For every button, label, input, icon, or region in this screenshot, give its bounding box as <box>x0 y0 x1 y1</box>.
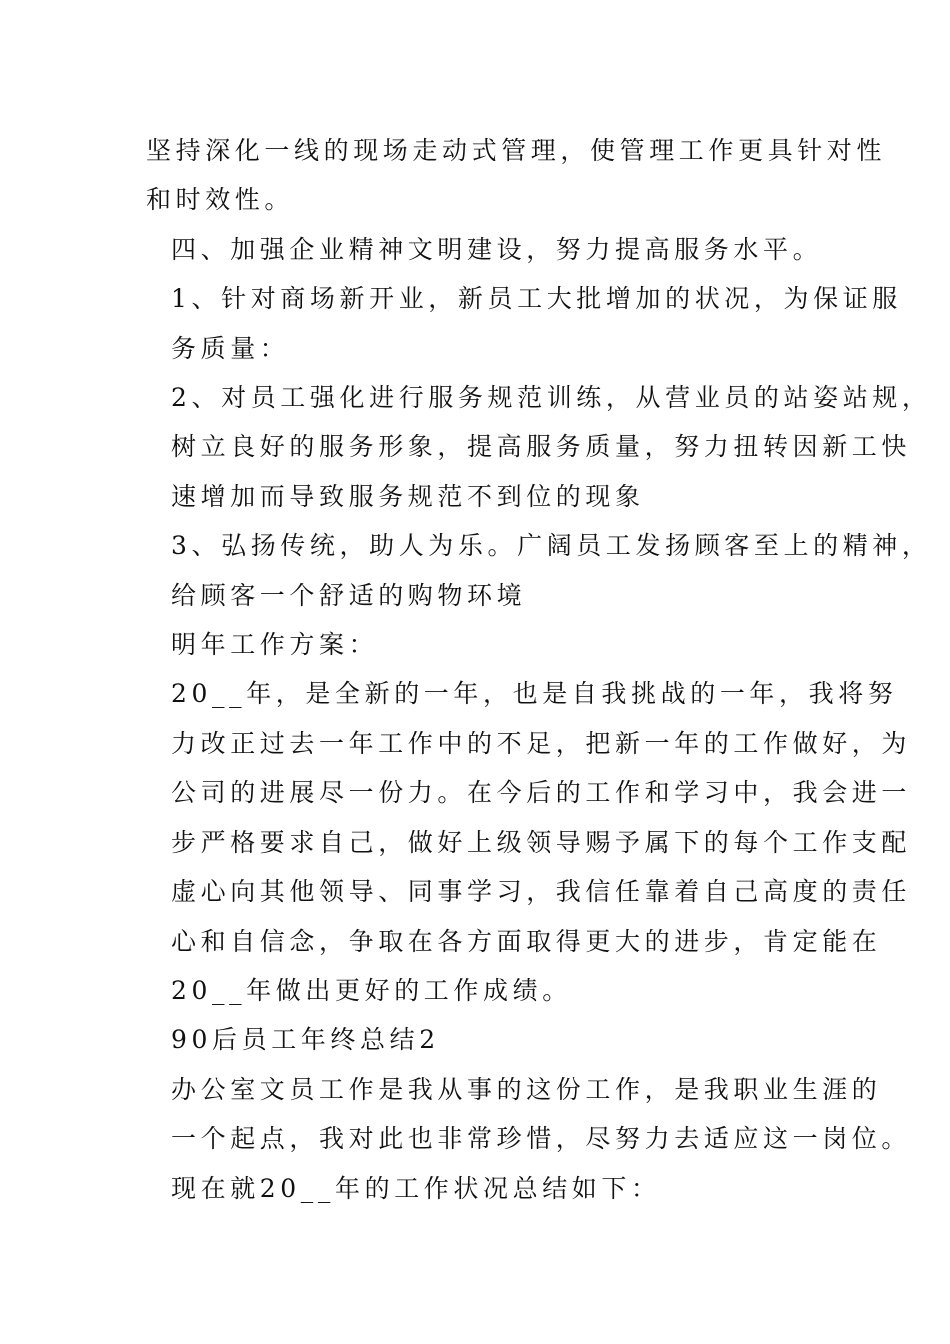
paragraph-3 <box>146 274 902 373</box>
text-line: 20__年，是全新的一年，也是自我挑战的一年，我将努 <box>171 679 898 709</box>
paragraph-8 <box>146 1015 826 1064</box>
paragraph-1 <box>146 126 887 225</box>
text-line: 一个起点，我对此也非常珍惜，尽努力去适应这一岗位。 <box>171 1124 912 1154</box>
paragraph-2 <box>146 225 826 274</box>
text-line: 2、对员工强化进行服务规范训练，从营业员的站姿站规， <box>171 383 932 413</box>
paragraph-7 <box>146 669 912 1015</box>
text-line: 务质量： <box>171 333 290 363</box>
text-line: 办公室文员工作是我从事的这份工作，是我职业生涯的 <box>171 1074 882 1104</box>
paragraph-5 <box>146 521 932 620</box>
text-line: 心和自信念，争取在各方面取得更大的进步，肯定能在 <box>171 926 882 956</box>
text-line: 速增加而导致服务规范不到位的现象 <box>171 481 645 511</box>
plan-heading: 明年工作方案： <box>171 630 379 660</box>
text-line: 1、针对商场新开业，新员工大批增加的状况，为保证服 <box>171 284 902 314</box>
text-line: 和时效性。 <box>146 185 295 215</box>
text-line: 现在就20__年的工作状况总结如下： <box>171 1173 661 1203</box>
article-title: 90后员工年终总结2 <box>171 1025 440 1055</box>
text-line: 给顾客一个舒适的购物环境 <box>171 580 527 610</box>
text-line: 虚心向其他领导、同事学习，我信任靠着自己高度的责任 <box>171 877 912 907</box>
text-line: 树立良好的服务形象，提高服务质量，努力扭转因新工快 <box>171 432 912 462</box>
section-heading-4: 四、加强企业精神文明建设，努力提高服务水平。 <box>171 234 823 264</box>
text-line: 力改正过去一年工作中的不足，把新一年的工作做好，为 <box>171 728 912 758</box>
text-line: 20__年做出更好的工作成绩。 <box>171 975 572 1005</box>
text-line: 公司的进展尽一份力。在今后的工作和学习中，我会进一 <box>171 778 912 808</box>
text-line: 3、弘扬传统，助人为乐。广阔员工发扬顾客至上的精神， <box>171 531 932 561</box>
text-line: 步严格要求自己，做好上级领导赐予属下的每个工作支配 <box>171 827 912 857</box>
paragraph-9 <box>146 1065 912 1213</box>
paragraph-6 <box>146 620 826 669</box>
paragraph-4 <box>146 373 932 521</box>
document-body <box>146 126 932 1213</box>
text-line: 坚持深化一线的现场走动式管理，使管理工作更具针对性 <box>146 136 887 165</box>
